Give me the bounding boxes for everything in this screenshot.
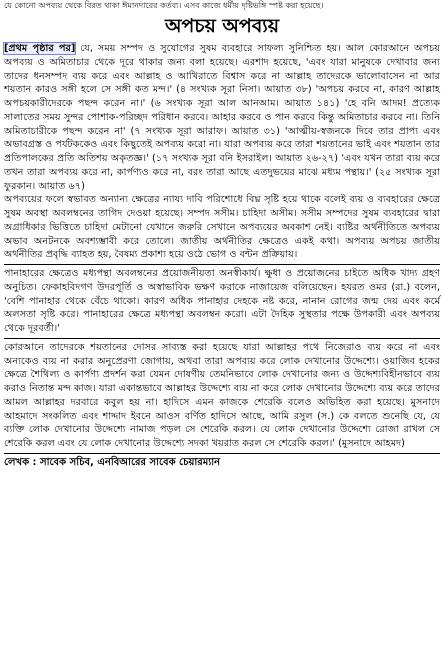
- section-divider: [4, 264, 440, 265]
- article-paragraph: কোরআনে তাদেরকে শয়তানের দোসর সাব্যস্ত করা হয়েছে যারা আল্লাহর পথে নিজেরাও ব্যয় করে না এবং অন্যকেও ব্যয় না করার অনুপ্রেরণা জোগায়, অথবা তারা অপব্যয় করে লোক দেখানোর উদ্দেশ্যে। ওয়াজিব হকের ক্ষেত্রে শৈথিল্য ও কার্পণ্য প্রদর্শন করা যেমন দোষণীয় তেমনিভাবে লোক দেখানোর জন্য ও উদ্দেশ্যবিহীনভাবে ব্যয় করাও নিতান্ত মন্দ কাজ। যারা একান্তভাবে আল্লাহর উদ্দেশ্যে ব্যয় না করে লোক দেখানোর উদ্দেশ্যে ব্যয় করে তাদের আমল আল্লাহর দরবারে কবুল হয় না। হাদিসে এমন কাজকে শেরেকি বলেও অভিহিত করা হয়েছে। মুসনাদে আহমাদে সংকলিত এবং শাদ্দাদ ইবনে আওস বর্ণিত হাদিসে আছে, আমি রসুল (স.) কে বলতে শুনেছি যে, যে ব্যক্তি লোক দেখানোর উদ্দেশ্যে নামাজ পড়ল সে শেরেকি করল। যে লোক দেখানোর উদ্দেশ্যে রোজা রাখল সে শেরেকি করল এবং যে লোক দেখানোর উদ্দেশ্যে সদকা খয়রাত করল সে শেরেকি করল।' (মুসনাদে আহমদ): [4, 341, 440, 449]
- author-byline: লেখক : সাবেক সচিব, এনবিআরের সাবেক চেয়ারম্যান: [4, 456, 221, 468]
- previous-article-fragment: যে কোনো অপব্যয় থেকে বিরত থাকা ঈমানদারের কর্তব্য। এসব কাজে ধর্মীয় দৃষ্টিভঙ্গি স্পষ্ট করা হয়েছে।: [4, 1, 324, 10]
- article-title: অপচয় অপব্যয়: [164, 15, 280, 37]
- article-paragraph: [4, 42, 440, 193]
- section-divider: [4, 338, 440, 339]
- paragraph-text: যে, সময় সম্পদ ও সুযোগের সুষম ব্যবহারে সাফল্য সুনিশ্চিত হয়। আল কোরআনে অপচয় অপব্যয় ও অমিতাচার থেকে দূরে থাকার জন্য বলা হয়েছে। এরশাদ হয়েছে, 'এবং যারা মানুষকে দেখাবার জন্য তাদের ধনসম্পদ ব্যয় করে এবং আল্লাহ ও আখিরাতে বিশ্বাস করে না আল্লাহ তাদেরকে ভালোবাসেন না আর শয়তান কারও সঙ্গী হলে সে সঙ্গী কত মন্দ।' (৪ সংখ্যক সূরা নিসা। আয়াত ৩৮) 'অপচয় করবে না, কারণ আল্লাহ অপচয়কারীদেরকে পছন্দ করেন না।' (৬ সংখ্যক সূরা আল আনআম। আয়াত ১৪১) 'হে বনি আদম! প্রত্যেক সালাতের সময় সুন্দর পোশাক-পরিচ্ছদ পরিধান করবে। আহার করবে ও পান করবে কিন্তু অমিতাচার করবে না। তিনি অমিতাচারীকে পছন্দ করেন না' (৭ সংখ্যক সূরা আরাফ। আয়াত ৩১) 'আত্মীয়-স্বজনকে দিবে তার প্রাপ্য এবং অভাবগ্রস্ত ও পর্যটককেও এবং কিছুতেই অপব্যয় করো না। যারা অপব্যয় করে তারা শয়তানের ভাই এবং শয়তান তার প্রতিপালকের প্রতি অতিশয় অকৃতজ্ঞ।' (১৭ সংখ্যক সূরা বনি ইসরাইল। আয়াত ২৬-২৭) 'এবং যখন তারা ব্যয় করে তখন তারা অপব্যয় করে না, কার্পণ্যও করে না, বরং তারা আছে এতদুভয়ের মাঝে মধ্যম পন্থায়।' (২৫ সংখ্যক সূরা ফুরকান। আয়াত ৬৭): [4, 43, 440, 192]
- article-paragraph: পানাহারের ক্ষেত্রেও মধ্যপন্থা অবলম্বনের প্রয়োজনীয়তা অনস্বীকার্য। ক্ষুধা ও প্রয়োজনের চাইতে অধিক খাদ্য গ্রহণ অনুচিত। ফেকাহবিদগণ উদরপূর্তি ও অস্বাভাবিক ভক্ষণ করাকে নাজায়েজ বলিয়েছেন। হযরত ওমর (রা.) বলেন, 'বেশি পানাহার থেকে বেঁচে থাকো। কারণ অধিক পানাহার দেহকে নষ্ট করে, নানান রোগের জন্ম দেয় এবং কর্মে অলসতা সৃষ্টি করে। পানাহারের ক্ষেত্রে মধ্যপন্থা অবলম্বন করো। এটা দৈহিক সুস্থতার পক্ষে উপকারী এবং অপব্যয় থেকে দূরবর্তী।': [4, 268, 440, 334]
- continued-from-tag: [প্রথম পৃষ্ঠার পর]: [4, 43, 76, 54]
- article-paragraph: অপব্যয়ের ফলে স্বভাবত অন্যান্য ক্ষেত্রের ন্যায্য দাবি পরিশোধে বিঘ্ন সৃষ্টি হয়ে থাকে বলেই ব্যয় ও ব্যবহারের ক্ষেত্রে সুষম অবস্থা অবলম্বনের তাগিদ দেওয়া হয়েছে। সম্পদ সসীম। চাহিদা অসীম। সসীম সম্পদের সুষম ব্যবহারের দ্বারা অগ্রাধিকার ভিত্তিতে চাহিদা মেটানো যেখানে জরুরি সেখানে অপব্যয়ের অবকাশ নেই। ব্যষ্টির অর্থনীতিতে অপব্যয় অভাব অনটনকে অবশ্যম্ভাবী করে তোলে। জাতীয় অর্থনীতির ক্ষেত্রেও একই কথা। অপব্যয় অপচয় জাতীয় অর্থনীতির প্রবৃদ্ধি ব্যাহত হয়, বৈষম্য প্রকাশ্য হয়ে ওঠে ভোগ ও বন্টন প্রক্রিয়ায়।: [4, 194, 440, 261]
- section-divider: [4, 453, 440, 454]
- article-body: [4, 42, 440, 470]
